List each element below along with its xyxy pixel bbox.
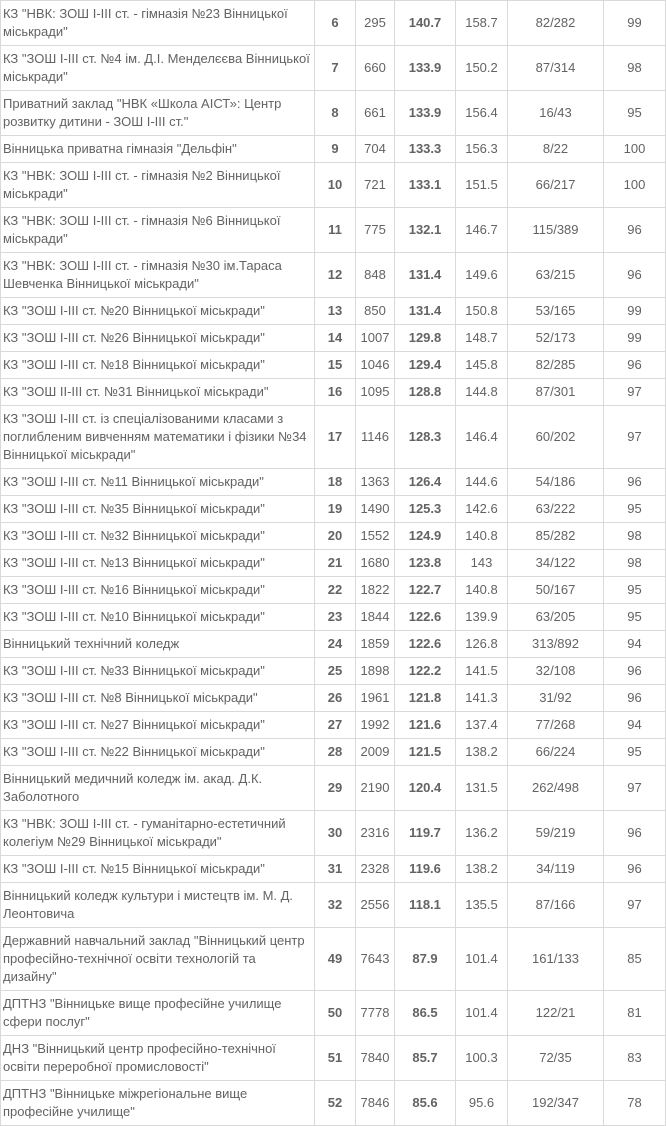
- table-row: [1, 379, 666, 406]
- score-value: 131.4: [395, 298, 456, 325]
- school-name: ДНЗ "Вінницький центр професійно-технічної освіти переробної промисловості": [1, 1036, 315, 1081]
- school-name: КЗ "ЗОШ І-ІІІ ст. №26 Вінницької міськради": [1, 325, 315, 352]
- ratio-value: 34/122: [508, 550, 604, 577]
- score-value: 129.4: [395, 352, 456, 379]
- position-value: 7643: [356, 928, 395, 991]
- secondary-score-value: 135.5: [456, 883, 508, 928]
- secondary-score-value: 148.7: [456, 325, 508, 352]
- score-value: 125.3: [395, 496, 456, 523]
- table-row: [1, 136, 666, 163]
- percent-value: 95: [604, 604, 666, 631]
- percent-value: 96: [604, 856, 666, 883]
- position-value: 1844: [356, 604, 395, 631]
- rank-value: 9: [315, 136, 356, 163]
- table-row: [1, 811, 666, 856]
- table-row: [1, 658, 666, 685]
- ratio-value: 82/285: [508, 352, 604, 379]
- rank-value: 23: [315, 604, 356, 631]
- school-name: КЗ "НВК: ЗОШ І-ІІІ ст. - гімназія №2 Вінницької міськради": [1, 163, 315, 208]
- secondary-score-value: 95.6: [456, 1081, 508, 1126]
- percent-value: 94: [604, 631, 666, 658]
- table-row: [1, 550, 666, 577]
- rank-value: 18: [315, 469, 356, 496]
- table-row: [1, 523, 666, 550]
- score-value: 121.8: [395, 685, 456, 712]
- ratio-value: 52/173: [508, 325, 604, 352]
- percent-value: 97: [604, 406, 666, 469]
- percent-value: 100: [604, 163, 666, 208]
- school-name: КЗ "НВК: ЗОШ І-ІІІ ст. - гуманітарно-естетичний колегіум №29 Вінницької міськради": [1, 811, 315, 856]
- position-value: 848: [356, 253, 395, 298]
- rank-value: 8: [315, 91, 356, 136]
- table-row: [1, 469, 666, 496]
- percent-value: 100: [604, 136, 666, 163]
- secondary-score-value: 137.4: [456, 712, 508, 739]
- score-value: 133.1: [395, 163, 456, 208]
- ratio-value: 53/165: [508, 298, 604, 325]
- ratio-value: 34/119: [508, 856, 604, 883]
- percent-value: 94: [604, 712, 666, 739]
- score-value: 140.7: [395, 1, 456, 46]
- percent-value: 96: [604, 811, 666, 856]
- score-value: 119.6: [395, 856, 456, 883]
- rank-value: 11: [315, 208, 356, 253]
- rank-value: 28: [315, 739, 356, 766]
- school-name: КЗ "НВК: ЗОШ І-ІІІ ст. - гімназія №6 Вінницької міськради": [1, 208, 315, 253]
- ratio-value: 82/282: [508, 1, 604, 46]
- school-name: Приватний заклад "НВК «Школа АІСТ»: Центр розвитку дитини - ЗОШ І-ІІІ ст.": [1, 91, 315, 136]
- secondary-score-value: 143: [456, 550, 508, 577]
- percent-value: 99: [604, 1, 666, 46]
- school-name: КЗ "ЗОШ І-ІІІ ст. №11 Вінницької міськради": [1, 469, 315, 496]
- secondary-score-value: 136.2: [456, 811, 508, 856]
- percent-value: 78: [604, 1081, 666, 1126]
- ratio-value: 161/133: [508, 928, 604, 991]
- position-value: 1992: [356, 712, 395, 739]
- secondary-score-value: 156.3: [456, 136, 508, 163]
- secondary-score-value: 146.4: [456, 406, 508, 469]
- secondary-score-value: 150.8: [456, 298, 508, 325]
- position-value: 1859: [356, 631, 395, 658]
- score-value: 123.8: [395, 550, 456, 577]
- ratio-value: 54/186: [508, 469, 604, 496]
- secondary-score-value: 100.3: [456, 1036, 508, 1081]
- school-name: ДПТНЗ "Вінницьке вище професійне училище сфери послуг": [1, 991, 315, 1036]
- position-value: 7846: [356, 1081, 395, 1126]
- secondary-score-value: 131.5: [456, 766, 508, 811]
- position-value: 295: [356, 1, 395, 46]
- table-row: [1, 496, 666, 523]
- secondary-score-value: 101.4: [456, 928, 508, 991]
- school-name: КЗ "ЗОШ І-ІІІ ст. №13 Вінницької міськради": [1, 550, 315, 577]
- percent-value: 98: [604, 550, 666, 577]
- score-value: 122.7: [395, 577, 456, 604]
- school-name: КЗ "ЗОШ І-ІІІ ст. №18 Вінницької міськради": [1, 352, 315, 379]
- school-name: КЗ "ЗОШ ІІ-ІІІ ст. №31 Вінницької міськради": [1, 379, 315, 406]
- ratio-value: 87/314: [508, 46, 604, 91]
- percent-value: 95: [604, 496, 666, 523]
- score-value: 121.5: [395, 739, 456, 766]
- score-value: 119.7: [395, 811, 456, 856]
- position-value: 2316: [356, 811, 395, 856]
- score-value: 129.8: [395, 325, 456, 352]
- score-value: 133.9: [395, 46, 456, 91]
- school-name: КЗ "ЗОШ І-ІІІ ст. №27 Вінницької міськради": [1, 712, 315, 739]
- rank-value: 30: [315, 811, 356, 856]
- table-row: [1, 208, 666, 253]
- rank-value: 7: [315, 46, 356, 91]
- table-row: [1, 712, 666, 739]
- ratio-value: 63/222: [508, 496, 604, 523]
- rank-value: 10: [315, 163, 356, 208]
- ratio-value: 192/347: [508, 1081, 604, 1126]
- position-value: 850: [356, 298, 395, 325]
- school-name: КЗ "ЗОШ І-ІІІ ст. №35 Вінницької міськради": [1, 496, 315, 523]
- table-row: [1, 1081, 666, 1126]
- school-name: Вінницький коледж культури і мистецтв ім. М. Д. Леонтовича: [1, 883, 315, 928]
- rank-value: 16: [315, 379, 356, 406]
- percent-value: 95: [604, 91, 666, 136]
- school-name: КЗ "ЗОШ І-ІІІ ст. №20 Вінницької міськради": [1, 298, 315, 325]
- secondary-score-value: 149.6: [456, 253, 508, 298]
- score-value: 85.6: [395, 1081, 456, 1126]
- position-value: 661: [356, 91, 395, 136]
- secondary-score-value: 144.8: [456, 379, 508, 406]
- school-name: Вінницька приватна гімназія "Дельфін": [1, 136, 315, 163]
- percent-value: 97: [604, 883, 666, 928]
- school-name: КЗ "НВК: ЗОШ І-ІІІ ст. - гімназія №30 ім.Тараса Шевченка Вінницької міськради": [1, 253, 315, 298]
- ratio-value: 63/215: [508, 253, 604, 298]
- score-value: 131.4: [395, 253, 456, 298]
- position-value: 1007: [356, 325, 395, 352]
- table-row: [1, 739, 666, 766]
- position-value: 1095: [356, 379, 395, 406]
- rank-value: 13: [315, 298, 356, 325]
- school-name: КЗ "ЗОШ І-ІІІ ст. №15 Вінницької міськради": [1, 856, 315, 883]
- rank-value: 12: [315, 253, 356, 298]
- score-value: 124.9: [395, 523, 456, 550]
- table-row: [1, 631, 666, 658]
- position-value: 1898: [356, 658, 395, 685]
- position-value: 2556: [356, 883, 395, 928]
- table-row: [1, 685, 666, 712]
- ratio-value: 63/205: [508, 604, 604, 631]
- ratio-value: 87/166: [508, 883, 604, 928]
- position-value: 2190: [356, 766, 395, 811]
- table-row: [1, 766, 666, 811]
- percent-value: 97: [604, 766, 666, 811]
- score-value: 120.4: [395, 766, 456, 811]
- percent-value: 81: [604, 991, 666, 1036]
- rank-value: 14: [315, 325, 356, 352]
- school-name: Державний навчальний заклад "Вінницький центр професійно-технічної освіти технологій та дизайну": [1, 928, 315, 991]
- school-name: КЗ "ЗОШ І-ІІІ ст. №16 Вінницької міськради": [1, 577, 315, 604]
- table-row: [1, 577, 666, 604]
- ratio-value: 66/217: [508, 163, 604, 208]
- school-name: Вінницький медичний коледж ім. акад. Д.К. Заболотного: [1, 766, 315, 811]
- rank-value: 51: [315, 1036, 356, 1081]
- table-row: [1, 1, 666, 46]
- table-row: [1, 253, 666, 298]
- secondary-score-value: 142.6: [456, 496, 508, 523]
- rank-value: 19: [315, 496, 356, 523]
- rank-value: 29: [315, 766, 356, 811]
- rank-value: 21: [315, 550, 356, 577]
- percent-value: 95: [604, 577, 666, 604]
- position-value: 1680: [356, 550, 395, 577]
- ratio-value: 122/21: [508, 991, 604, 1036]
- ratio-value: 31/92: [508, 685, 604, 712]
- ratio-value: 72/35: [508, 1036, 604, 1081]
- ratio-value: 32/108: [508, 658, 604, 685]
- secondary-score-value: 138.2: [456, 739, 508, 766]
- score-value: 122.6: [395, 631, 456, 658]
- ratio-value: 262/498: [508, 766, 604, 811]
- ratio-value: 59/219: [508, 811, 604, 856]
- percent-value: 83: [604, 1036, 666, 1081]
- rank-value: 26: [315, 685, 356, 712]
- ratio-value: 77/268: [508, 712, 604, 739]
- rank-value: 49: [315, 928, 356, 991]
- ratio-value: 85/282: [508, 523, 604, 550]
- position-value: 1961: [356, 685, 395, 712]
- school-name: КЗ "ЗОШ І-ІІІ ст. №4 ім. Д.І. Менделєєва Вінницької міськради": [1, 46, 315, 91]
- table-body: [1, 1, 666, 1126]
- position-value: 7778: [356, 991, 395, 1036]
- secondary-score-value: 150.2: [456, 46, 508, 91]
- table-row: [1, 352, 666, 379]
- school-name: КЗ "ЗОШ І-ІІІ ст. №33 Вінницької міськради": [1, 658, 315, 685]
- score-value: 85.7: [395, 1036, 456, 1081]
- school-name: КЗ "ЗОШ І-ІІІ ст. №10 Вінницької міськради": [1, 604, 315, 631]
- position-value: 775: [356, 208, 395, 253]
- percent-value: 96: [604, 469, 666, 496]
- rank-value: 17: [315, 406, 356, 469]
- percent-value: 98: [604, 523, 666, 550]
- ratio-value: 16/43: [508, 91, 604, 136]
- rank-value: 15: [315, 352, 356, 379]
- score-value: 121.6: [395, 712, 456, 739]
- rank-value: 32: [315, 883, 356, 928]
- position-value: 2009: [356, 739, 395, 766]
- secondary-score-value: 156.4: [456, 91, 508, 136]
- position-value: 7840: [356, 1036, 395, 1081]
- ratio-value: 60/202: [508, 406, 604, 469]
- rank-value: 6: [315, 1, 356, 46]
- score-value: 122.6: [395, 604, 456, 631]
- ratio-value: 8/22: [508, 136, 604, 163]
- position-value: 1552: [356, 523, 395, 550]
- percent-value: 95: [604, 739, 666, 766]
- school-name: Вінницький технічний коледж: [1, 631, 315, 658]
- table-row: [1, 46, 666, 91]
- table-row: [1, 991, 666, 1036]
- score-value: 86.5: [395, 991, 456, 1036]
- rank-value: 31: [315, 856, 356, 883]
- table-row: [1, 883, 666, 928]
- school-name: ДПТНЗ "Вінницьке міжрегіональне вище професійне училище": [1, 1081, 315, 1126]
- percent-value: 96: [604, 253, 666, 298]
- table-row: [1, 298, 666, 325]
- score-value: 128.3: [395, 406, 456, 469]
- secondary-score-value: 158.7: [456, 1, 508, 46]
- rank-value: 52: [315, 1081, 356, 1126]
- secondary-score-value: 141.3: [456, 685, 508, 712]
- table-row: [1, 604, 666, 631]
- ratio-value: 66/224: [508, 739, 604, 766]
- rank-value: 20: [315, 523, 356, 550]
- rank-value: 27: [315, 712, 356, 739]
- secondary-score-value: 140.8: [456, 523, 508, 550]
- position-value: 1363: [356, 469, 395, 496]
- secondary-score-value: 140.8: [456, 577, 508, 604]
- table-row: [1, 325, 666, 352]
- rank-value: 50: [315, 991, 356, 1036]
- score-value: 118.1: [395, 883, 456, 928]
- ratio-value: 50/167: [508, 577, 604, 604]
- table-row: [1, 406, 666, 469]
- position-value: 660: [356, 46, 395, 91]
- school-name: КЗ "ЗОШ І-ІІІ ст. №8 Вінницької міськради": [1, 685, 315, 712]
- percent-value: 96: [604, 208, 666, 253]
- score-value: 133.9: [395, 91, 456, 136]
- secondary-score-value: 145.8: [456, 352, 508, 379]
- secondary-score-value: 139.9: [456, 604, 508, 631]
- position-value: 1822: [356, 577, 395, 604]
- position-value: 704: [356, 136, 395, 163]
- table-row: [1, 1036, 666, 1081]
- school-name: КЗ "ЗОШ І-ІІІ ст. із спеціалізованими класами з поглибленим вивченням математики і фізики №34 Вінницької міськради": [1, 406, 315, 469]
- ratio-value: 313/892: [508, 631, 604, 658]
- percent-value: 99: [604, 325, 666, 352]
- position-value: 1146: [356, 406, 395, 469]
- percent-value: 98: [604, 46, 666, 91]
- school-name: КЗ "НВК: ЗОШ І-ІІІ ст. - гімназія №23 Вінницької міськради": [1, 1, 315, 46]
- secondary-score-value: 126.8: [456, 631, 508, 658]
- rank-value: 25: [315, 658, 356, 685]
- table-row: [1, 928, 666, 991]
- secondary-score-value: 151.5: [456, 163, 508, 208]
- secondary-score-value: 144.6: [456, 469, 508, 496]
- score-value: 126.4: [395, 469, 456, 496]
- school-name: КЗ "ЗОШ І-ІІІ ст. №22 Вінницької міськради": [1, 739, 315, 766]
- score-value: 128.8: [395, 379, 456, 406]
- score-value: 132.1: [395, 208, 456, 253]
- table-row: [1, 91, 666, 136]
- position-value: 1490: [356, 496, 395, 523]
- percent-value: 96: [604, 352, 666, 379]
- position-value: 2328: [356, 856, 395, 883]
- school-name: КЗ "ЗОШ І-ІІІ ст. №32 Вінницької міськради": [1, 523, 315, 550]
- ratio-value: 115/389: [508, 208, 604, 253]
- score-value: 133.3: [395, 136, 456, 163]
- percent-value: 99: [604, 298, 666, 325]
- secondary-score-value: 101.4: [456, 991, 508, 1036]
- position-value: 721: [356, 163, 395, 208]
- percent-value: 97: [604, 379, 666, 406]
- position-value: 1046: [356, 352, 395, 379]
- percent-value: 96: [604, 658, 666, 685]
- percent-value: 96: [604, 685, 666, 712]
- secondary-score-value: 146.7: [456, 208, 508, 253]
- rank-value: 24: [315, 631, 356, 658]
- score-value: 87.9: [395, 928, 456, 991]
- rank-value: 22: [315, 577, 356, 604]
- secondary-score-value: 141.5: [456, 658, 508, 685]
- score-value: 122.2: [395, 658, 456, 685]
- ratio-value: 87/301: [508, 379, 604, 406]
- percent-value: 85: [604, 928, 666, 991]
- table-row: [1, 856, 666, 883]
- secondary-score-value: 138.2: [456, 856, 508, 883]
- table-row: [1, 163, 666, 208]
